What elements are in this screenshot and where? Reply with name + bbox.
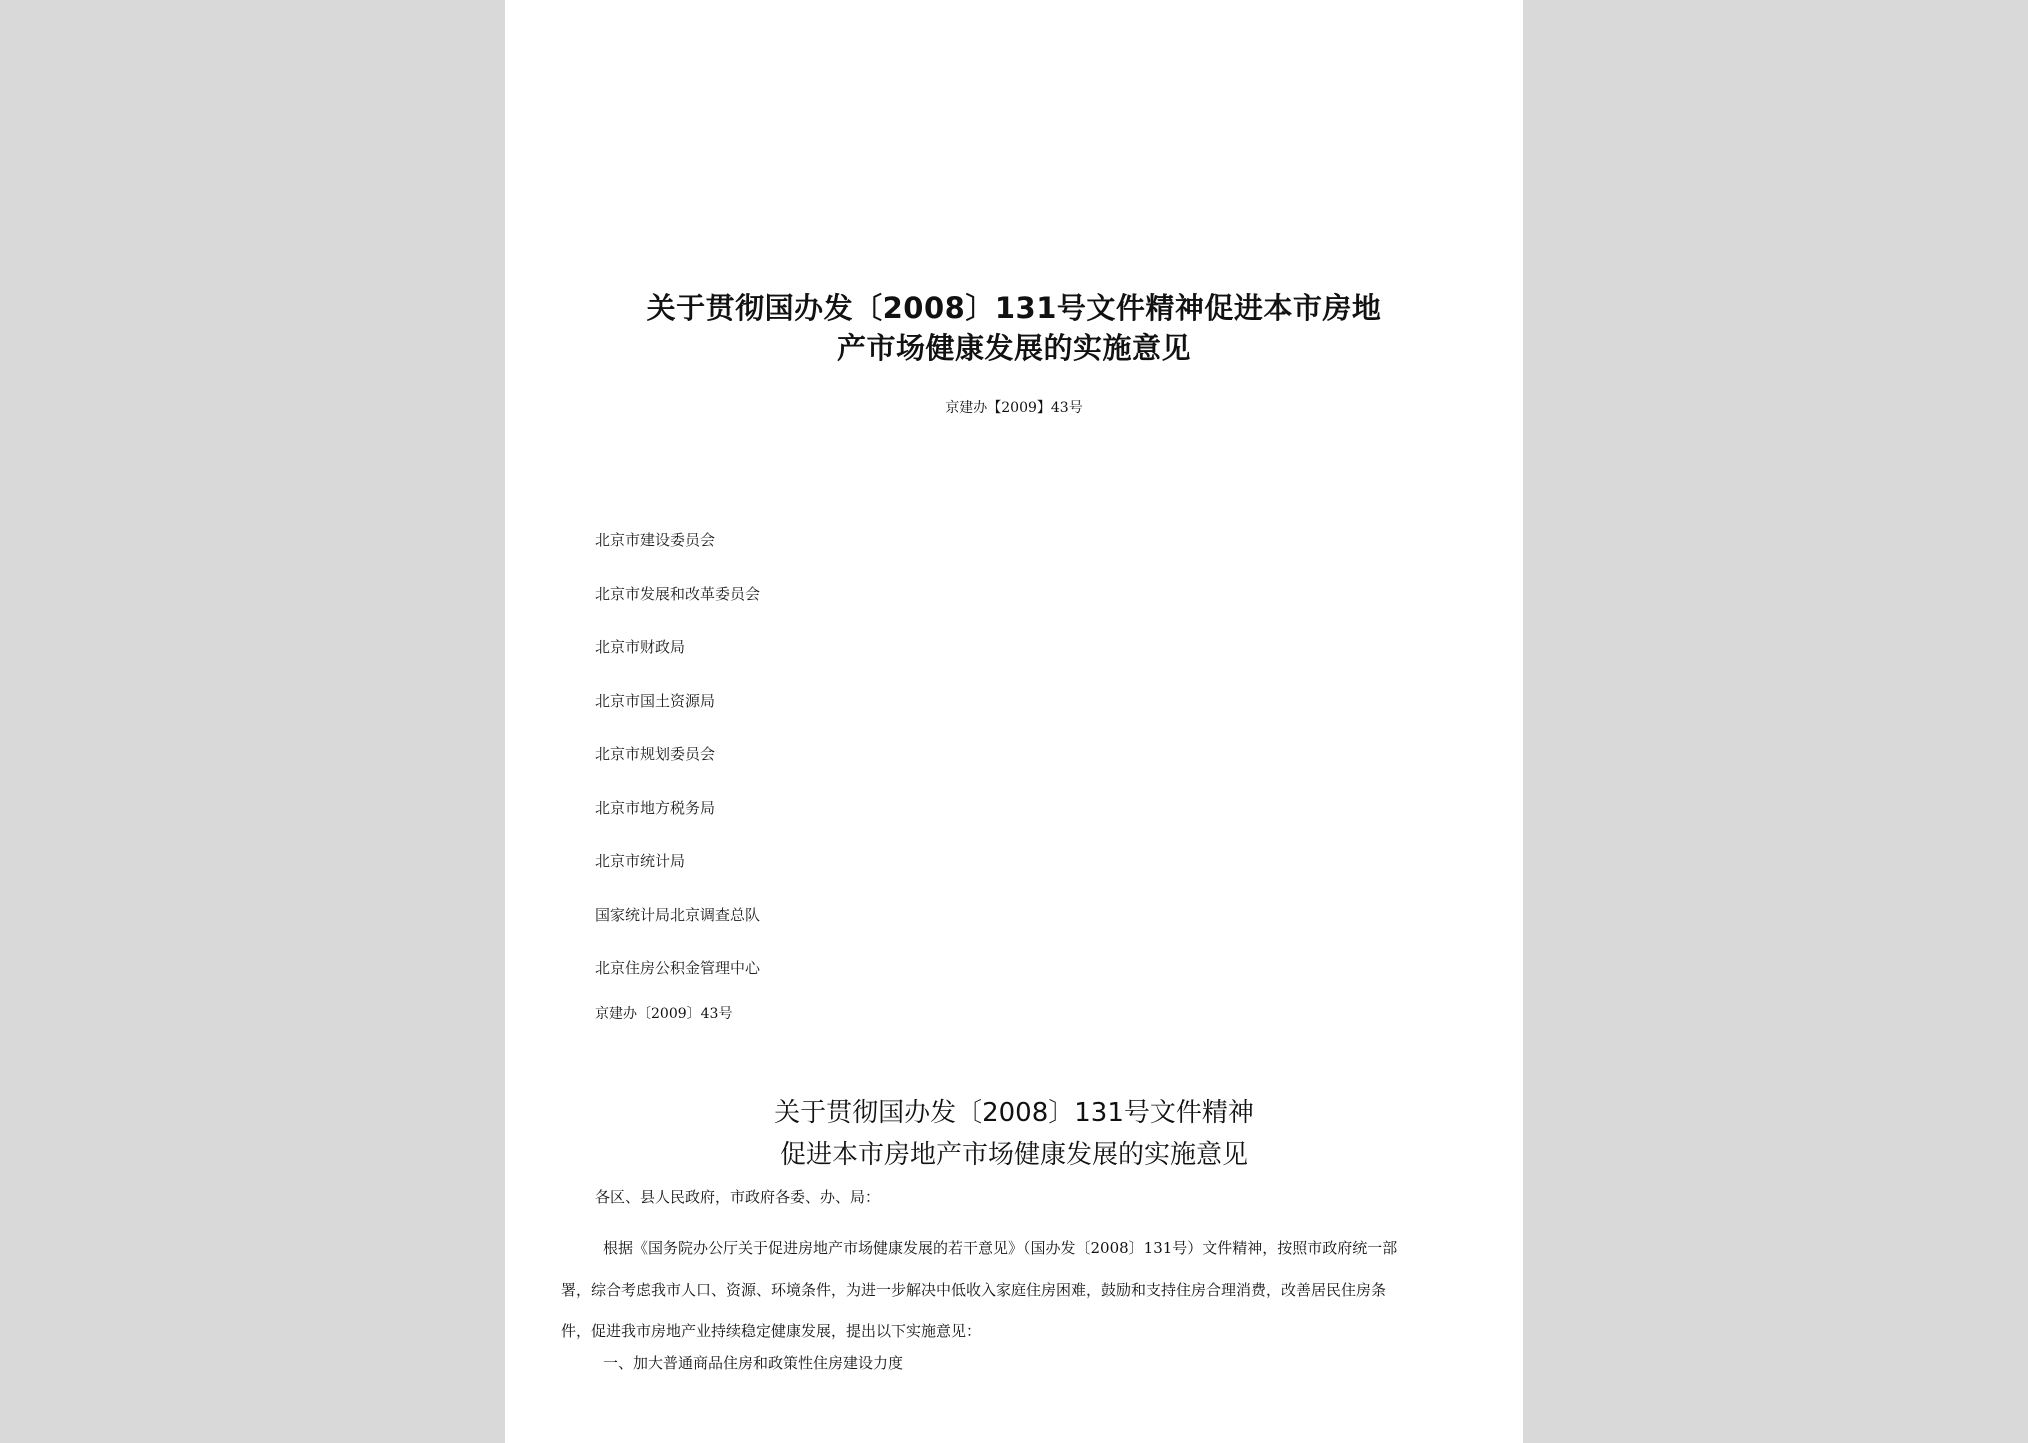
body-title-line-2: 促进本市房地产市场健康发展的实施意见	[779, 1140, 1248, 1170]
recipient-item: 北京市统计局	[595, 852, 686, 870]
recipient-item: 北京市国土资源局	[595, 691, 716, 710]
recipient-list	[595, 530, 760, 1012]
section-heading: 一、加大普通商品住房和政策性住房建设力度	[603, 1354, 904, 1372]
recipient-item: 北京市财政局	[595, 638, 686, 656]
paragraph-line: 根据《国务院办公厅关于促进房地产市场健康发展的若干意见》（国办发〔2008〕131号）文件精神，按照市政府统一部	[603, 1239, 1398, 1257]
recipient-item: 北京市规划委员会	[595, 745, 716, 763]
recipient-item: 北京市建设委员会	[595, 531, 716, 549]
cover-title-line-2: 产市场健康发展的实施意见	[836, 331, 1191, 365]
paragraph-line: 署，综合考虑我市人口、资源、环境条件，为进一步解决中低收入家庭住房困难，鼓励和支持住房合理消费，改善居民住房条	[561, 1280, 1387, 1299]
cover-title	[505, 288, 1523, 368]
recipient-item: 北京市发展和改革委员会	[595, 584, 761, 603]
body-title	[505, 1092, 1523, 1176]
recipient-item: 国家统计局北京调查总队	[595, 905, 761, 924]
cover-title-line-1: 关于贯彻国办发〔2008〕131号文件精神促进本市房地	[646, 291, 1382, 325]
recipient-item: 北京住房公积金管理中心	[595, 959, 761, 977]
cover-doc-number: 京建办【2009】43号	[945, 400, 1083, 416]
body-doc-number: 京建办〔2009〕43号	[595, 1006, 733, 1022]
paragraph-line: 件，促进我市房地产业持续稳定健康发展，提出以下实施意见：	[561, 1322, 982, 1340]
intro-paragraph	[561, 1228, 1471, 1353]
body-title-line-1: 关于贯彻国办发〔2008〕131号文件精神	[774, 1098, 1254, 1128]
document-page	[505, 0, 1523, 1443]
recipient-item: 北京市地方税务局	[595, 798, 716, 817]
salutation: 各区、县人民政府，市政府各委、办、局：	[595, 1188, 881, 1206]
